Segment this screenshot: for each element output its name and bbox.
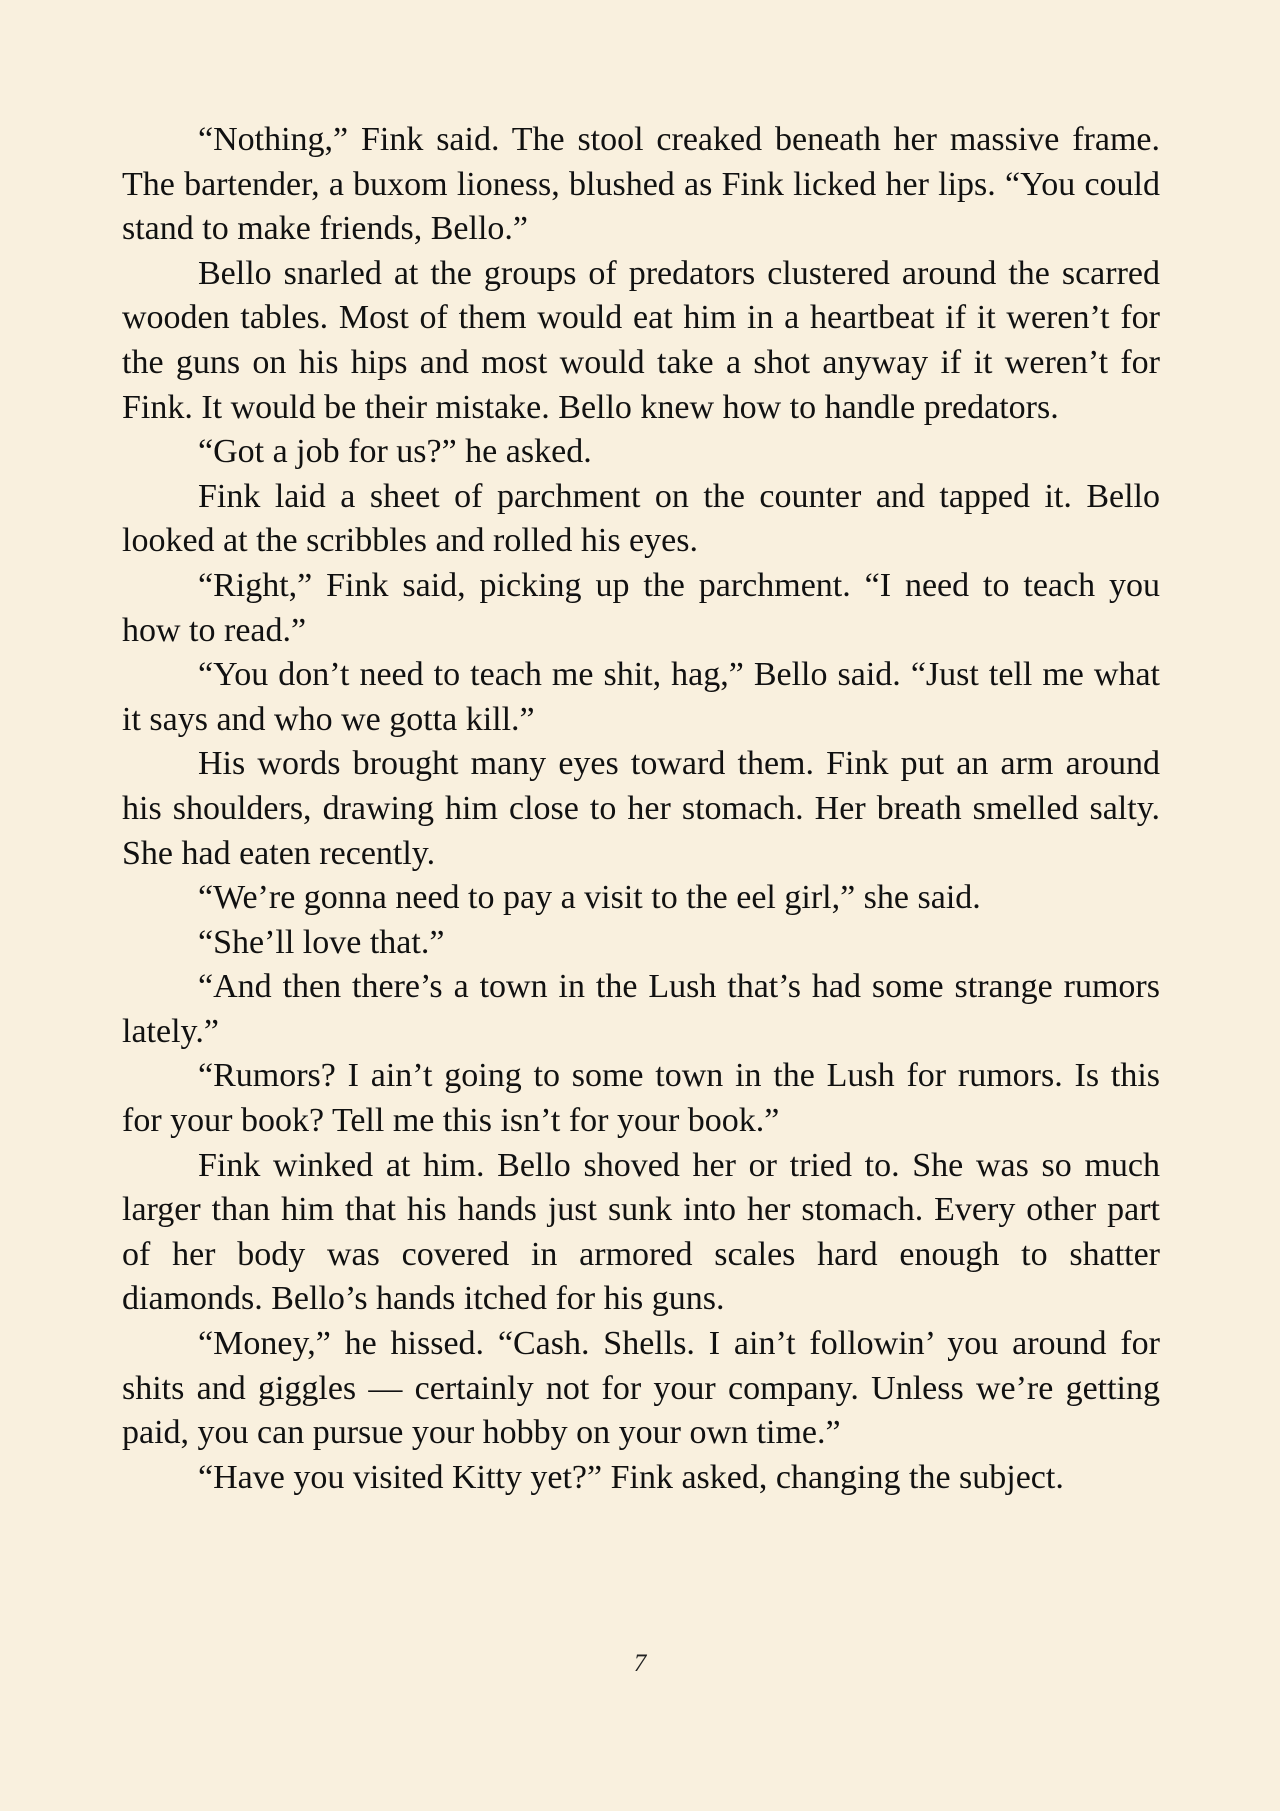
paragraph: His words brought many eyes toward them. Fink put an arm around his shoulders, drawing him close to her stomach. Her breath smelled salty. She had eaten recently. <box>122 745 1160 872</box>
paragraph: “And then there’s a town in the Lush that’s had some strange rumors lately.” <box>122 968 1160 1050</box>
paragraph: Fink laid a sheet of parchment on the counter and tapped it. Bello looked at the scribbles and rolled his eyes. <box>122 477 1160 560</box>
paragraph: “Rumors? I ain’t going to some town in the Lush for rumors. Is this for your book? Tell me this isn’t for your book.” <box>122 1057 1160 1140</box>
paragraph: “Right,” Fink said, picking up the parchment. “I need to teach you how to read.” <box>122 566 1160 649</box>
paragraph: Fink winked at him. Bello shoved her or tried to. She was so much larger than him that his hands just sunk into her stomach. Every other part of her body was covered in armored scales hard enough to shatter diamonds. Bello’s hands itched for his guns. <box>122 1146 1160 1318</box>
paragraph: “Got a job for us?” he asked. <box>198 433 592 471</box>
paragraph: “We’re gonna need to pay a visit to the eel girl,” she said. <box>198 879 981 917</box>
body-text <box>122 118 1160 1500</box>
paragraph: Bello snarled at the groups of predators clustered around the scarred wooden tables. Most of them would eat him in a heartbeat if it weren’t for the guns on his hips and most would take a shot anyway if it weren’t for Fink. It would be their mistake. Bello knew how to handle predators. <box>122 254 1160 426</box>
paragraph: “She’ll love that.” <box>198 923 445 961</box>
paragraph: “Have you visited Kitty yet?” Fink asked, changing the subject. <box>198 1458 1064 1496</box>
page-number: 7 <box>633 1650 647 1677</box>
paragraph: “You don’t need to teach me shit, hag,” Bello said. “Just tell me what it says and who we gotta kill.” <box>122 656 1160 738</box>
paragraph: “Money,” he hissed. “Cash. Shells. I ain’t followin’ you around for shits and giggles — certainly not for your company. Unless we’re getting paid, you can pursue your hobby on your own time.” <box>122 1325 1160 1452</box>
paragraph: “Nothing,” Fink said. The stool creaked beneath her massive frame. The bartender, a buxom lioness, blushed as Fink licked her lips. “You could stand to make friends, Bello.” <box>122 121 1160 248</box>
